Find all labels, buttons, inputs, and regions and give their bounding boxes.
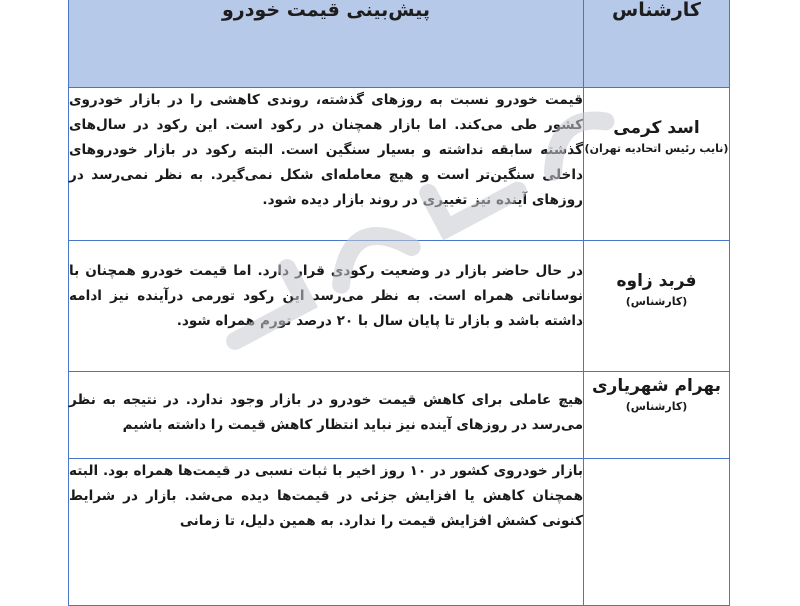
table-row [69, 459, 730, 606]
expert-cell [584, 88, 730, 241]
prediction-text: بازار خودروی کشور در ۱۰ روز اخیر با ثبات نسبی در قیمت‌ها همراه بود. البته همچنان کاهش یا افزایش جزئی در قیمت‌ها دیده می‌شد. بازار در شرایط کنونی کشش افزایش قیمت را ندارد. به همین دلیل، تا زمانی [69, 459, 584, 606]
header-prediction: پیش‌بینی قیمت خودرو [69, 0, 584, 88]
expert-title: (کارشناس) [625, 400, 688, 413]
expert-cell [584, 241, 730, 372]
prediction-text: در حال حاضر بازار در وضعیت رکودی قرار دارد. اما قیمت خودرو همچنان با نوساناتی همراه است. به نظر می‌رسد این رکود تورمی درآینده نیز ادامه داشته باشد و بازار تا پایان سال با ۲۰ درصد تورم همراه شود. [69, 241, 584, 372]
expert-name: اسد کرمی [613, 118, 700, 138]
expert-title: (کارشناس) [625, 295, 688, 308]
car-price-prediction-table [68, 0, 730, 606]
table-header-row [69, 0, 730, 88]
expert-cell [584, 459, 730, 606]
prediction-text: هیچ عاملی برای کاهش قیمت خودرو در بازار وجود ندارد. در نتیجه به نظر می‌رسد در روزهای آینده نیز نباید انتظار کاهش قیمت را داشته باشیم [69, 372, 584, 459]
expert-name: بهرام شهریاری [591, 376, 722, 396]
prediction-text: قیمت خودرو نسبت به روزهای گذشته، روندی کاهشی را در بازار خودروی کشور طی می‌کند. اما بازار همچنان در رکود است. این رکود در سال‌های گذشته سابقه نداشته و بسیار سنگین است. البته رکود در بازار خودروهای داخلی سنگین‌تر است و هیچ معامله‌ای شکل نمی‌گیرد. به نظر نمی‌رسد در روزهای آینده نیز تغییری در روند بازار دیده شود. [69, 88, 584, 241]
expert-title: (نایب رئیس اتحادیه تهران) [584, 142, 729, 155]
expert-name: فربد زاوه [616, 271, 697, 291]
table-row [69, 88, 730, 241]
table-row [69, 372, 730, 459]
expert-cell [584, 372, 730, 459]
table-row [69, 241, 730, 372]
header-expert: کارشناس [584, 0, 730, 88]
